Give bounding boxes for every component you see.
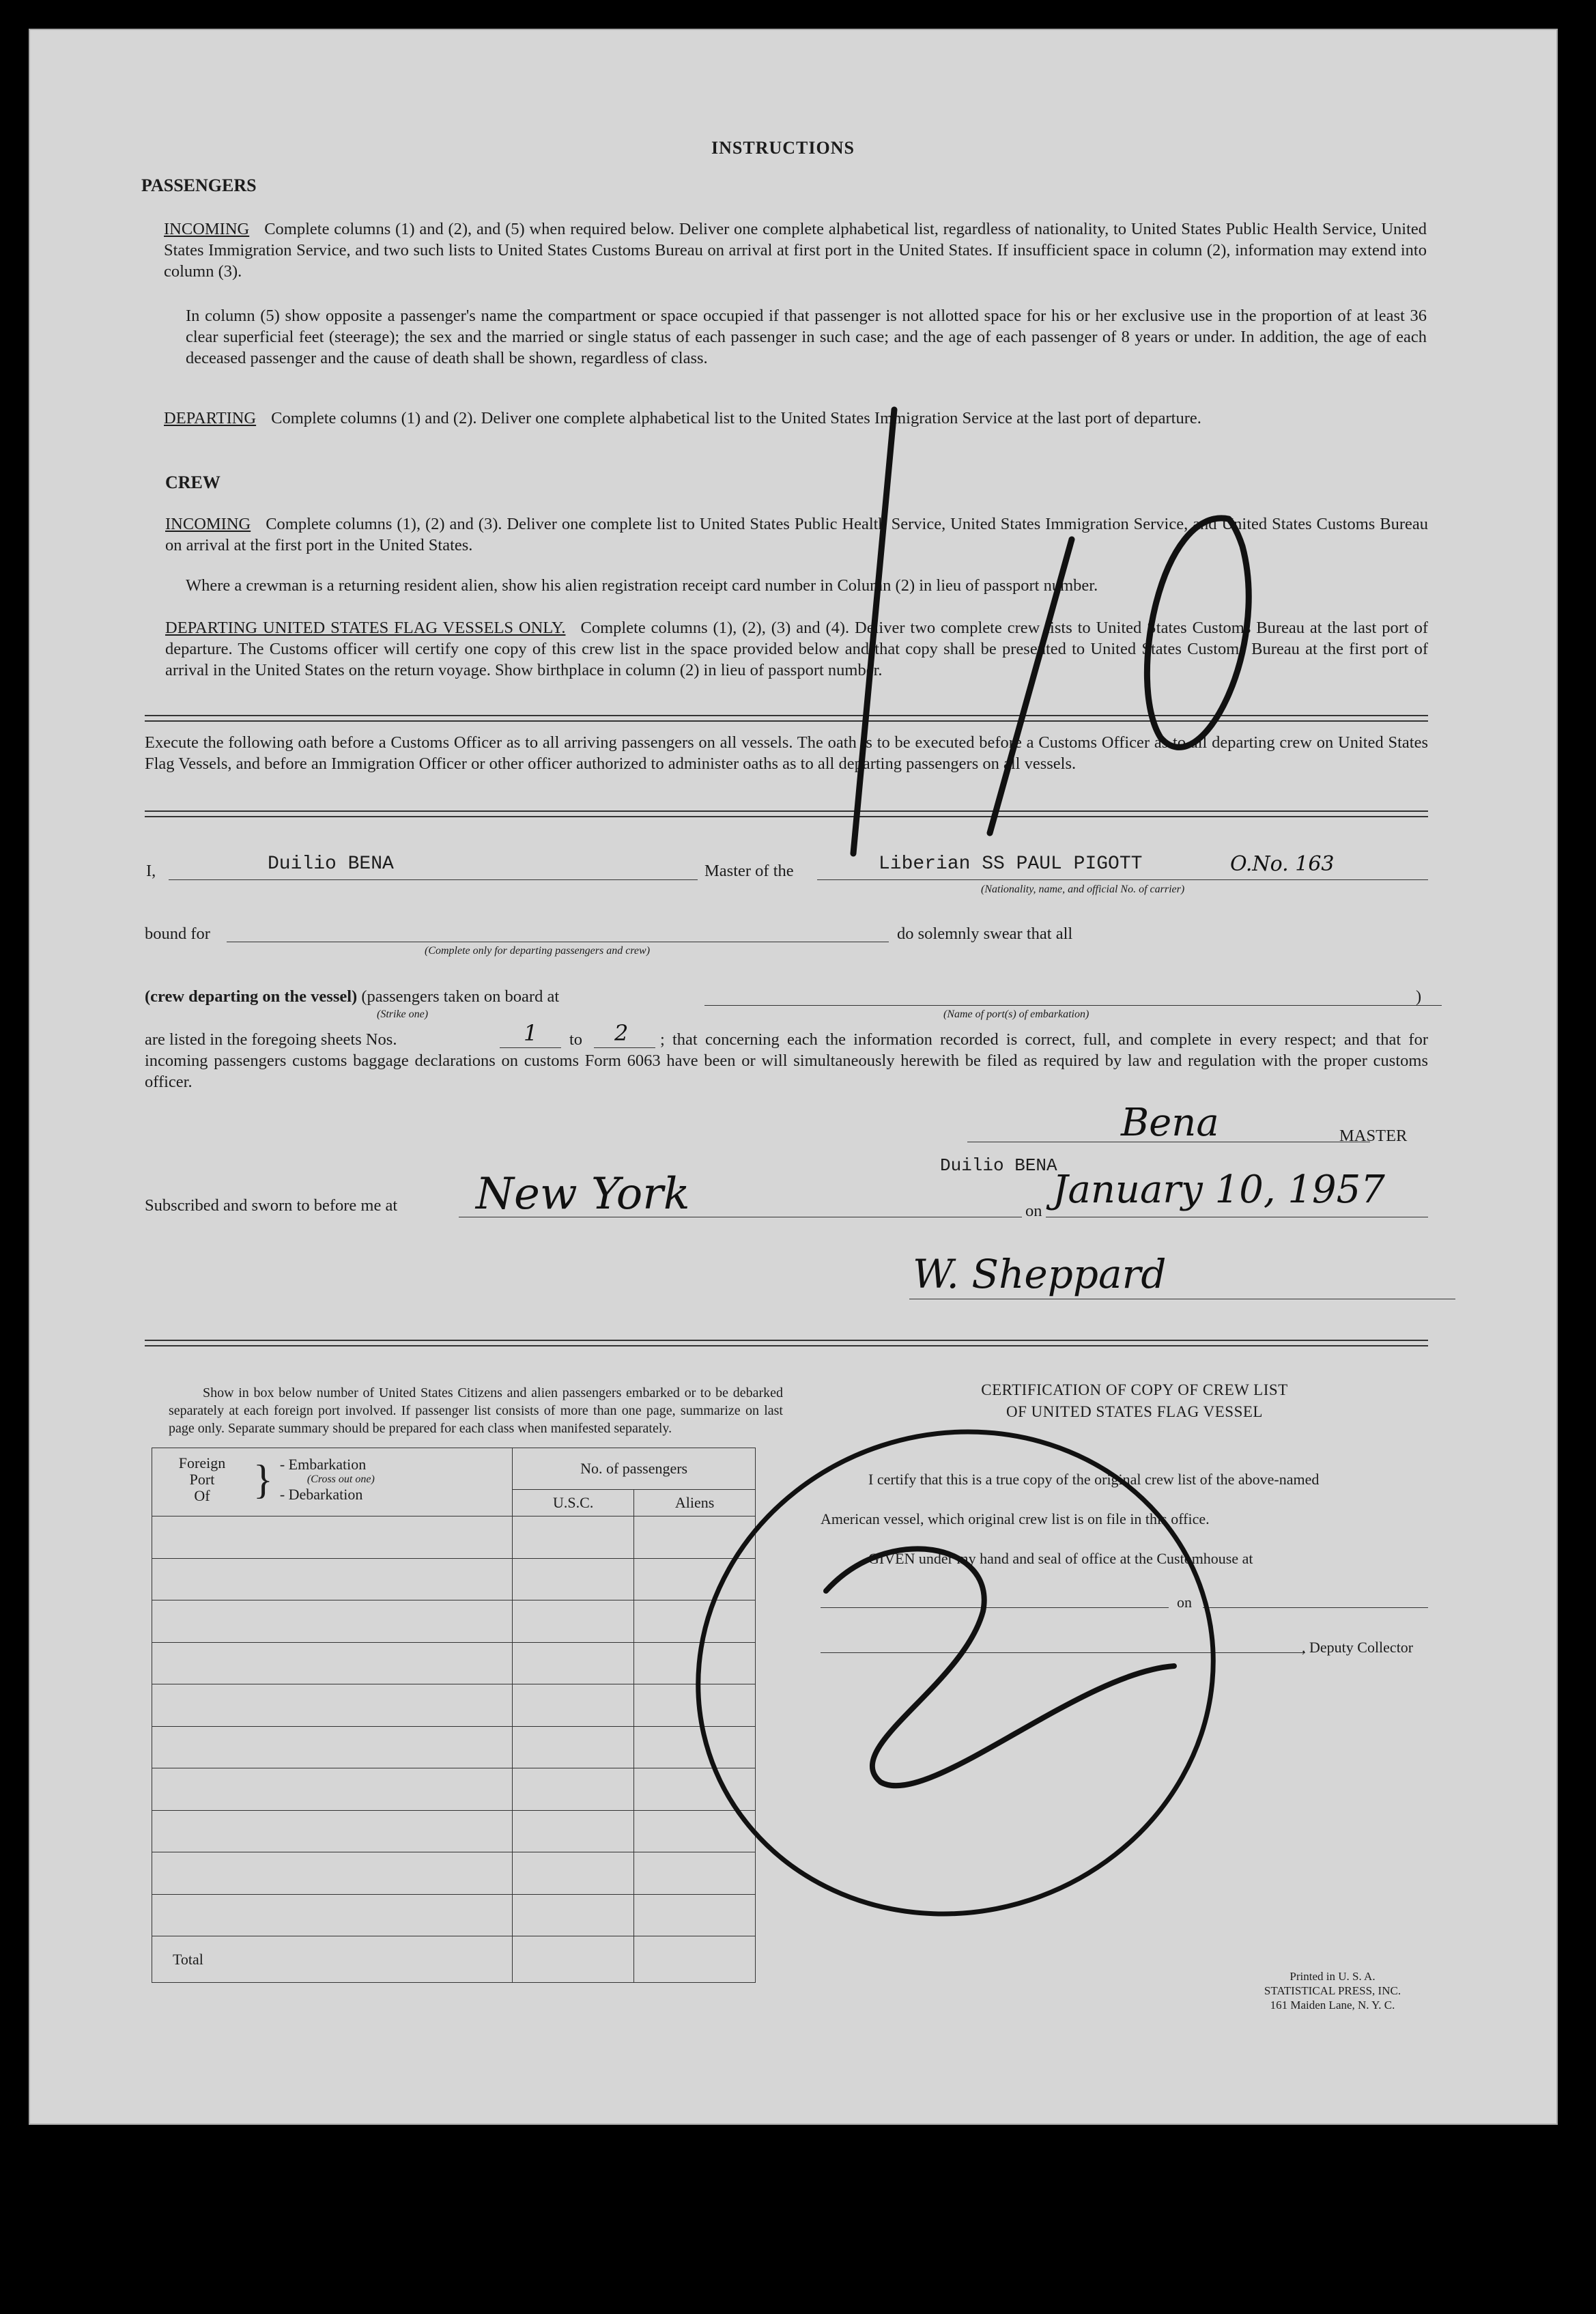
table-cell[interactable] [152, 1516, 513, 1558]
table-cell[interactable] [634, 1768, 756, 1810]
table-cell[interactable] [513, 1852, 634, 1894]
table-cell[interactable] [513, 1558, 634, 1600]
crew-incoming-label: INCOMING [165, 515, 251, 533]
master-signature: Bena [1121, 1101, 1219, 1145]
ports-line [704, 1005, 1442, 1006]
brace-glyph: } [253, 1457, 273, 1502]
table-cell[interactable] [513, 1726, 634, 1768]
sheet-from: 1 [524, 1020, 538, 1046]
ports-caption: (Name of port(s) of embarkation) [943, 1008, 1089, 1020]
customhouse-line [821, 1607, 1169, 1608]
passengers-incoming-label: INCOMING [164, 220, 250, 238]
no-of-passengers-header: No. of passengers [513, 1448, 756, 1490]
divider [145, 715, 1428, 722]
strike-one-caption: (Strike one) [377, 1008, 429, 1020]
to-label: to [569, 1030, 583, 1049]
crew-departing-text: Complete columns (1), (2), (3) and (4). Deliver two complete crew lists to United States Customs Bureau at the last port of departure. The Customs officer will certify one copy of this crew list in the space provided below and that copy shall be presented to United States Customs Bureau at the first port of arrival in the United States on the return voyage. Show birthplace in column (2) in lieu of passport number. [165, 619, 1428, 679]
listed-in-text: are listed in the foregoing sheets Nos. [145, 1030, 397, 1049]
certification-text: ; that concerning each the information recorded is correct, full, and complete in every respect; and that for incoming passengers customs baggage declarations on customs Form 6063 have been or will simultaneously herewith be filed as required by law and regulation with the proper customs officer. [145, 1030, 1428, 1091]
table-cell[interactable] [152, 1558, 513, 1600]
table-cell[interactable] [152, 1768, 513, 1810]
table-row [152, 1810, 756, 1852]
sworn-on-label: on [1025, 1202, 1042, 1220]
port-label: Port [189, 1471, 215, 1488]
certification-heading [902, 1379, 1367, 1423]
table-row [152, 1558, 756, 1600]
passenger-summary-table [152, 1448, 756, 1983]
table-row [152, 1768, 756, 1810]
passengers-departing-text: Complete columns (1) and (2). Deliver one complete alphabetical list to the United States Immigration Service at the last port of departure. [271, 409, 1201, 427]
table-cell[interactable] [634, 1810, 756, 1852]
table-cell[interactable] [152, 1894, 513, 1936]
master-name-line [169, 879, 698, 880]
table-row [152, 1894, 756, 1936]
table-row [152, 1516, 756, 1558]
master-of-label: Master of the [704, 862, 794, 880]
divider [145, 810, 1428, 817]
passengers-departing-paragraph [164, 408, 1427, 429]
total-usc-cell[interactable] [513, 1936, 634, 1983]
table-cell[interactable] [513, 1684, 634, 1726]
crew-departing-paragraph [165, 617, 1428, 681]
official-number: O.No. 163 [1230, 852, 1335, 876]
printer-line-3: 161 Maiden Lane, N. Y. C. [1270, 1999, 1395, 2012]
table-cell[interactable] [634, 1894, 756, 1936]
certification-line-3: GIVEN under my hand and seal of office at the Customhouse at [868, 1550, 1253, 1567]
table-cell[interactable] [634, 1852, 756, 1894]
total-label: Total [152, 1936, 513, 1983]
table-row [152, 1642, 756, 1684]
table-cell[interactable] [634, 1516, 756, 1558]
table-cell[interactable] [634, 1558, 756, 1600]
crew-passengers-line [145, 986, 559, 1007]
master-typed-name: Duilio BENA [940, 1155, 1057, 1176]
table-cell[interactable] [152, 1642, 513, 1684]
table-cell[interactable] [513, 1600, 634, 1642]
table-cell[interactable] [513, 1810, 634, 1852]
total-aliens-cell[interactable] [634, 1936, 756, 1983]
certification-heading-2: OF UNITED STATES FLAG VESSEL [1006, 1403, 1263, 1420]
certification-on-label: on [1177, 1594, 1192, 1611]
table-cell[interactable] [634, 1726, 756, 1768]
certification-line-2: American vessel, which original crew list is on file in this office. [821, 1510, 1210, 1527]
table-row [152, 1684, 756, 1726]
aliens-header: Aliens [634, 1490, 756, 1516]
sworn-date: January 10, 1957 [1053, 1168, 1385, 1212]
table-row [152, 1726, 756, 1768]
divider [145, 1340, 1428, 1346]
deputy-signature-line [821, 1652, 1305, 1653]
bound-for-caption: (Complete only for departing passengers and crew) [425, 945, 651, 957]
table-row [152, 1600, 756, 1642]
sworn-place: New York [476, 1169, 690, 1219]
vessel-line [817, 879, 1428, 880]
subscribed-label: Subscribed and sworn to before me at [145, 1196, 398, 1215]
passengers-incoming-text: Complete columns (1) and (2), and (5) when required below. Deliver one complete alphabetical list, regardless of nationality, to United States Public Health Service, United States Immigration Service, and two such lists to United States Customs Bureau on arrival at first port in the United States. If insufficient space in column (2), information may extend into column (3). [164, 220, 1427, 281]
printer-imprint [1230, 1969, 1435, 2012]
passengers-incoming-paragraph [164, 218, 1427, 282]
certification-heading-1: CERTIFICATION OF COPY OF CREW LIST [981, 1381, 1288, 1398]
table-cell[interactable] [152, 1810, 513, 1852]
table-cell[interactable] [634, 1642, 756, 1684]
close-paren: ) [1416, 987, 1422, 1006]
cross-out-note: (Cross out one) [307, 1473, 375, 1485]
of-label: Of [194, 1487, 210, 1504]
swear-text: do solemnly swear that all [897, 925, 1073, 943]
master-label: MASTER [1339, 1127, 1408, 1145]
table-cell[interactable] [513, 1516, 634, 1558]
passengers-heading: PASSENGERS [141, 175, 257, 195]
table-row [152, 1852, 756, 1894]
crew-departing-label: DEPARTING UNITED STATES FLAG VESSELS ONLY. [165, 619, 566, 637]
table-cell[interactable] [152, 1684, 513, 1726]
printer-line-1: Printed in U. S. A. [1289, 1970, 1376, 1983]
crew-incoming-text: Complete columns (1), (2) and (3). Deliver one complete list to United States Public Health Service, United States Immigration Service, and United States Customs Bureau on arrival at the first port in the United States. [165, 515, 1428, 554]
table-cell[interactable] [634, 1600, 756, 1642]
table-cell[interactable] [513, 1768, 634, 1810]
crew-heading: CREW [165, 472, 220, 492]
deputy-collector-label: , Deputy Collector [1302, 1639, 1414, 1656]
debarkation-label: - Debarkation [279, 1486, 363, 1503]
bound-for-label: bound for [145, 925, 210, 943]
page-title: INSTRUCTIONS [711, 138, 855, 158]
summary-instruction: Show in box below number of United States Citizens and alien passengers embarked or to be debarked separately at each foreign port involved. If passenger list consists of more than one page, summarize on last page only. Separate summary should be prepared for each class when manifested separately. [169, 1385, 783, 1436]
embarkation-label: - Embarkation [279, 1456, 367, 1473]
document-sheet [29, 29, 1558, 2125]
crew-departing-option: (crew departing on the vessel) [145, 987, 358, 1006]
passengers-departing-label: DEPARTING [164, 409, 257, 427]
sheet-to: 2 [614, 1020, 629, 1046]
vessel-caption: (Nationality, name, and official No. of carrier) [981, 884, 1185, 895]
crew-resident-paragraph: Where a crewman is a returning resident alien, show his alien registration receipt card number in Column (2) in lieu of passport number. [186, 576, 1098, 595]
i-label: I, [146, 862, 156, 880]
table-cell[interactable] [634, 1684, 756, 1726]
table-cell[interactable] [152, 1726, 513, 1768]
passengers-column5-paragraph: In column (5) show opposite a passenger's name the compartment or space occupied if that passenger is not allotted space for his or her exclusive use in the proportion of at least 36 clear superficial feet (steerage); the sex and the married or single status of each passenger in such case; and the age of each passenger of 8 years or under. In addition, the age of each deceased passenger and the cause of death shall be shown, regardless of class. [186, 307, 1427, 367]
printer-line-2: STATISTICAL PRESS, INC. [1264, 1984, 1401, 1997]
table-cell[interactable] [513, 1642, 634, 1684]
certification-date-line [1203, 1607, 1428, 1608]
certification-line-1: I certify that this is a true copy of the original crew list of the above-named [868, 1471, 1320, 1488]
table-cell[interactable] [152, 1852, 513, 1894]
crew-incoming-paragraph [165, 513, 1428, 556]
usc-header: U.S.C. [513, 1490, 634, 1516]
vessel-field: Liberian SS PAUL PIGOTT [879, 853, 1143, 875]
oath-instruction: Execute the following oath before a Customs Officer as to all arriving passengers on all vessels. The oath is to be executed before a Customs Officer as to all departing crew on United States Flag Vessels, and before an Immigration Officer or other officer authorized to administer oaths as to all departing passengers on all vessels. [145, 733, 1428, 773]
table-cell[interactable] [152, 1600, 513, 1642]
foreign-label: Foreign [178, 1454, 226, 1471]
master-name-field: Duilio BENA [268, 853, 394, 875]
total-row [152, 1936, 756, 1983]
foreign-port-header [152, 1448, 513, 1516]
officer-signature: W. Sheppard [913, 1251, 1167, 1297]
passengers-taken-option: (passengers taken on board at [361, 987, 560, 1006]
table-cell[interactable] [513, 1894, 634, 1936]
